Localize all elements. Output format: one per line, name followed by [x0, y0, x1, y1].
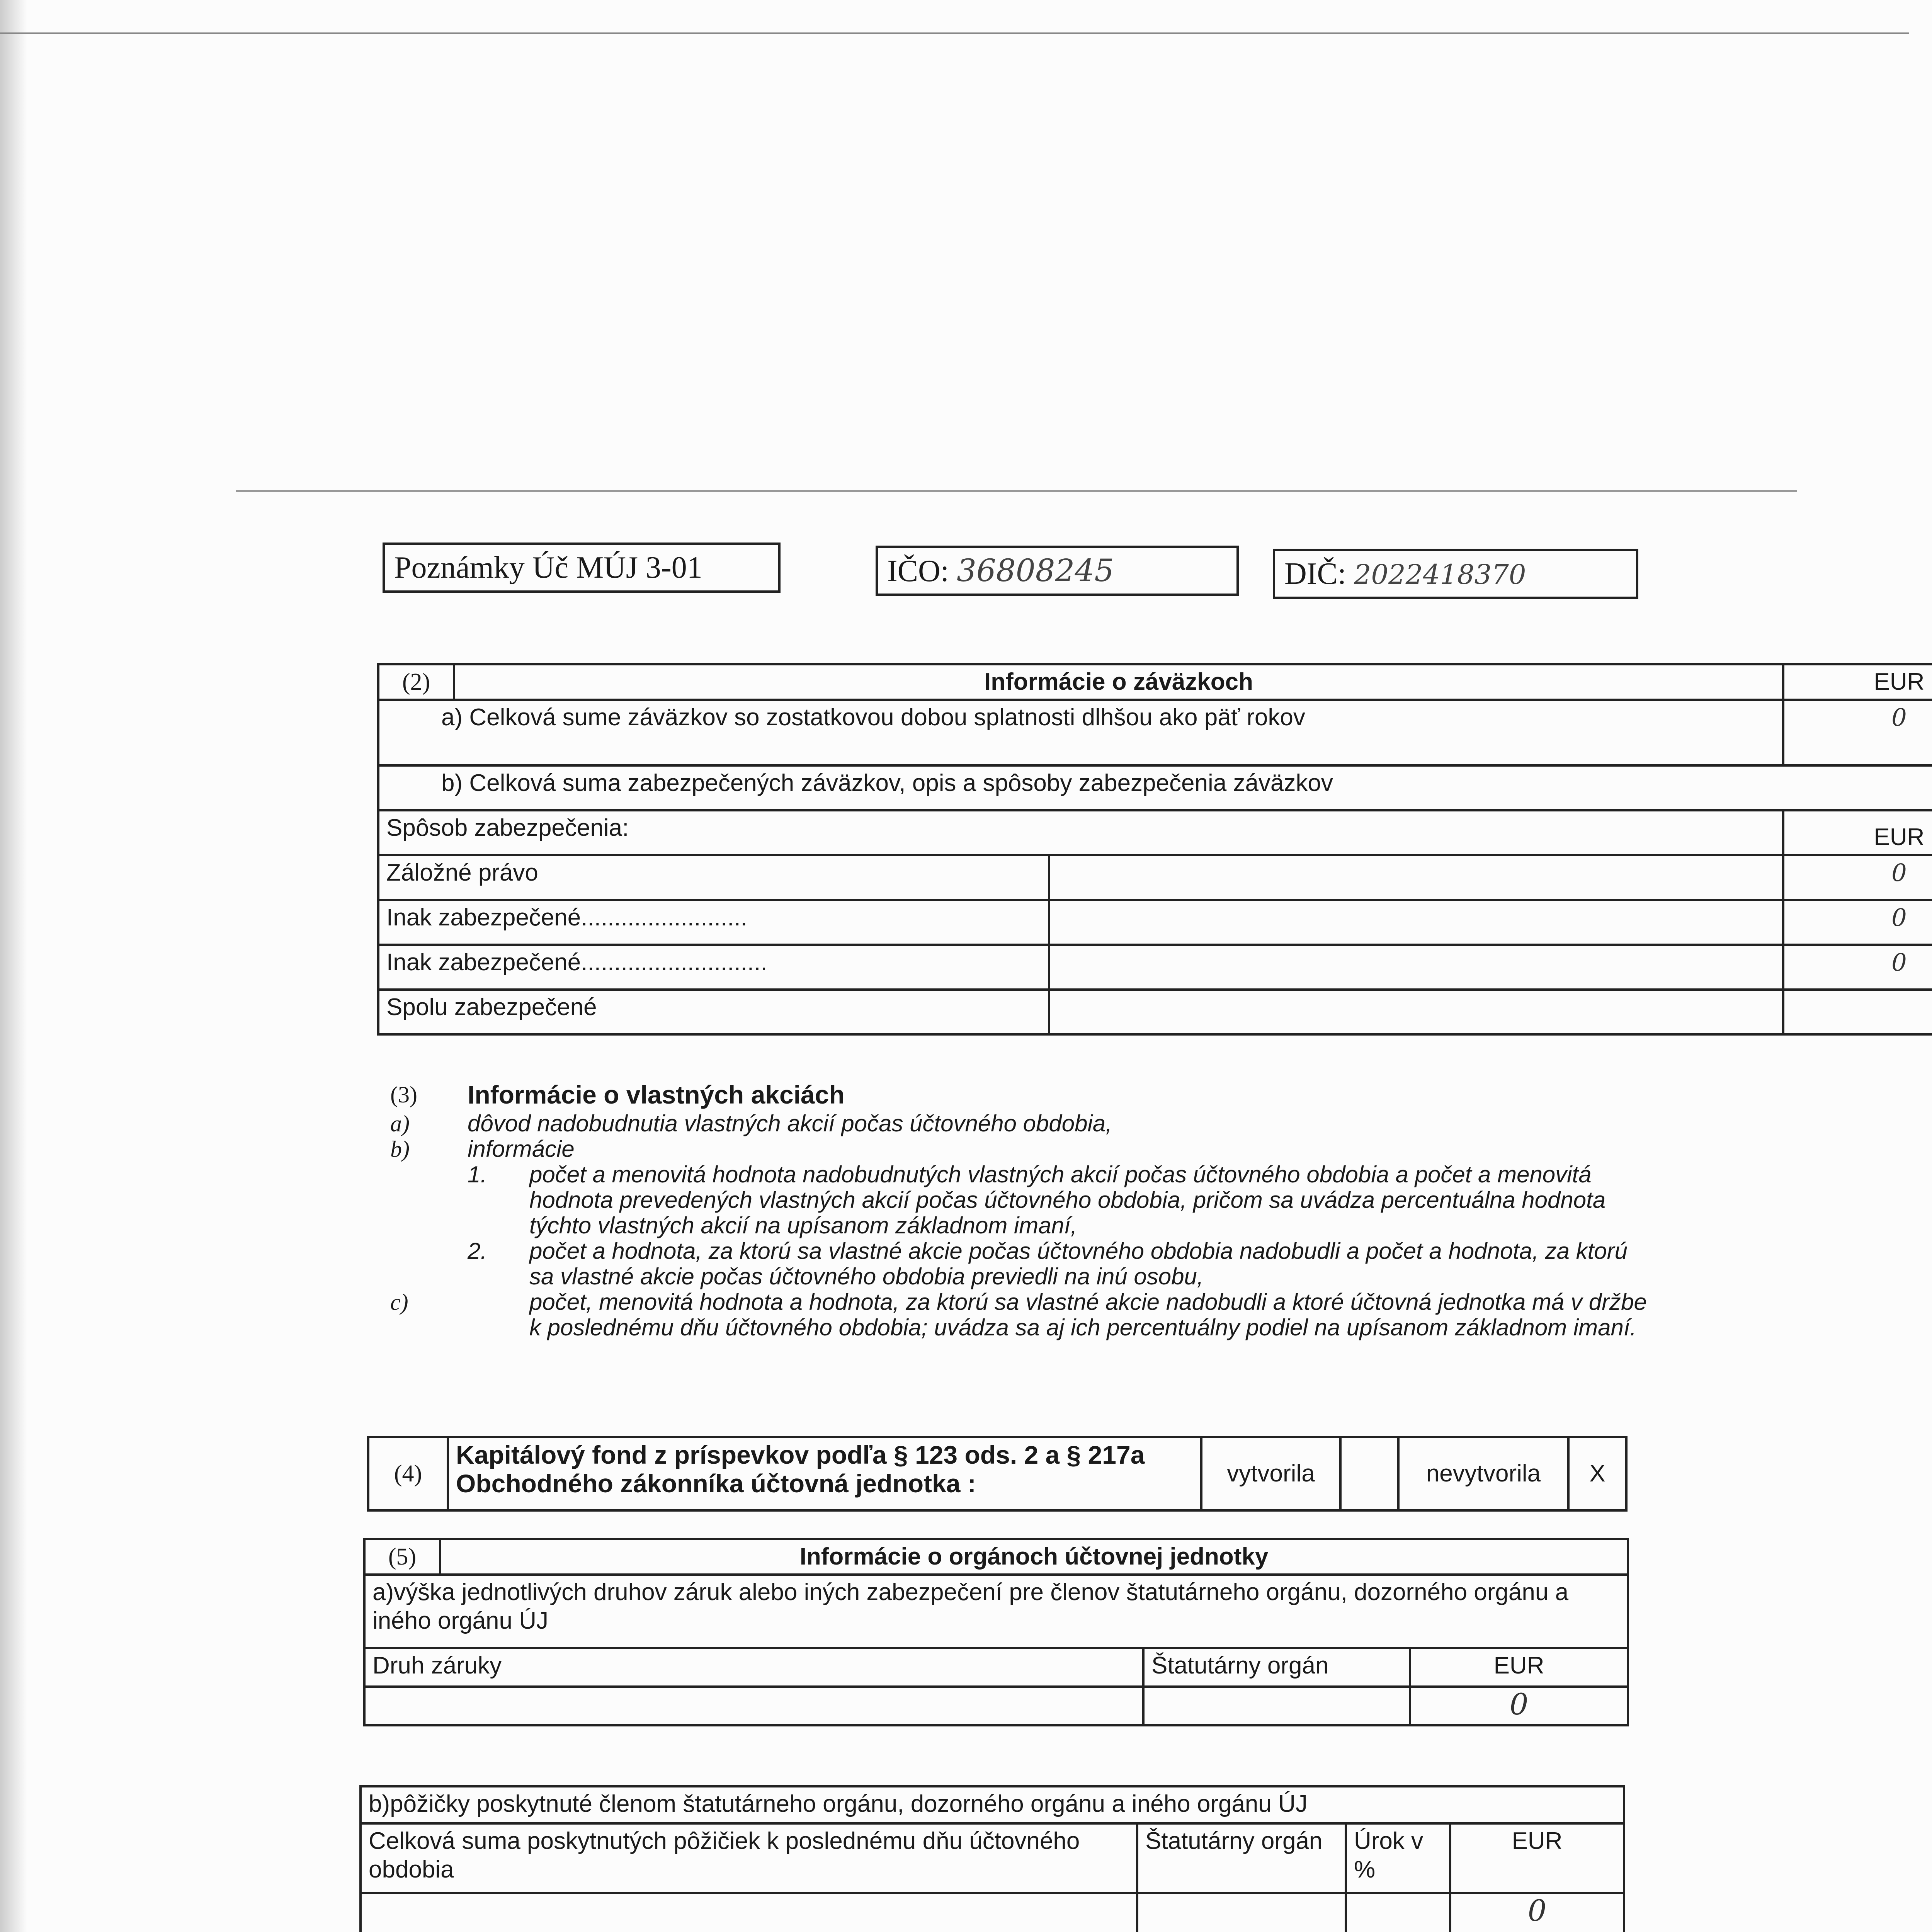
- inak-zabezpecene-2-label: Inak zabezpečené............................: [378, 945, 1049, 990]
- section5a-table: [363, 1538, 1629, 1726]
- dic-value: 2022418370: [1354, 559, 1526, 590]
- spolu-zabezpecene-label: Spolu zabezpečené: [378, 990, 1049, 1034]
- nevytvorila-label: nevytvorila: [1398, 1437, 1568, 1510]
- section3-a-letter: a): [390, 1111, 410, 1136]
- statutarny-organ-header-b: Štatutárny orgán: [1137, 1823, 1346, 1893]
- section2-liabilities-table: [377, 663, 1932, 1036]
- section5a-value: 0: [1410, 1687, 1628, 1725]
- section2-eur-header: EUR: [1783, 664, 1932, 700]
- section3-b-letter: b): [390, 1136, 410, 1162]
- section5-b-label: b)pôžičky poskytnuté členom štatutárneho orgánu, dozorného orgánu a iného orgánu ÚJ: [361, 1786, 1624, 1823]
- section2-title: Informácie o záväzkoch: [454, 664, 1783, 700]
- form-code: Poznámky Úč MÚJ 3-01: [394, 551, 702, 585]
- section4-title: Kapitálový fond z príspevkov podľa § 123 ods. 2 a § 217a Obchodného zákonníka účtovná jednotka :: [448, 1437, 1201, 1510]
- ico-value: 36808245: [957, 553, 1114, 588]
- inak-zabezpecene-1-desc: [1049, 900, 1783, 945]
- section3-number: (3): [390, 1082, 417, 1107]
- inak-zabezpecene-1-label: Inak zabezpečené.........................: [378, 900, 1049, 945]
- header-rule: [236, 490, 1797, 492]
- vytvorila-checkbox[interactable]: [1340, 1437, 1398, 1510]
- section5b-eur-header: EUR: [1450, 1823, 1624, 1893]
- ico-box: [876, 546, 1239, 596]
- vytvorila-label: vytvorila: [1201, 1437, 1340, 1510]
- druh-zaruky-cell: [364, 1687, 1143, 1725]
- section3-a-text: dôvod nadobudnutia vlastných akcií počas účtovného obdobia,: [468, 1111, 1112, 1136]
- sposob-zabezpecenia-label: Spôsob zabezpečenia:: [378, 810, 1783, 855]
- poskytnutych-header: Celková suma poskytnutých pôžičiek k poslednému dňu účtovného obdobia: [361, 1823, 1137, 1893]
- scan-edge-shadow: [0, 0, 27, 1932]
- scan-top-edge: [0, 32, 1909, 34]
- section3-b-text: informácie: [468, 1136, 575, 1162]
- section5a-eur-header: EUR: [1410, 1648, 1628, 1687]
- section4-capital-fund-table: [367, 1436, 1628, 1512]
- urok-header: Úrok v %: [1346, 1823, 1450, 1893]
- section2-a-value: 0: [1783, 700, 1932, 765]
- ico-label: IČO:: [887, 554, 949, 588]
- inak-zabezpecene-1-value: 0: [1783, 900, 1932, 945]
- poskytnutych-value: 0: [1450, 1893, 1624, 1932]
- spolu-zabezpecene-value: [1783, 990, 1932, 1034]
- poskytnutych-row1: [361, 1893, 1137, 1932]
- section3-own-shares: [390, 1082, 1650, 1340]
- section3-b2-text: počet a hodnota, za ktorú sa vlastné akcie počas účtovného obdobia nadobudli a počet a hodnota, za ktorú sa vlastné akcie počas účtovného obdobia previedli na inú osobu,: [529, 1238, 1628, 1289]
- statutarny-organ-cell-a: [1143, 1687, 1410, 1725]
- section5b-loans-table: [359, 1785, 1625, 1932]
- inak-zabezpecene-2-desc: [1049, 945, 1783, 990]
- section2-b-label: b) Celková suma zabezpečených záväzkov, opis a spôsoby zabezpečenia záväzkov: [378, 765, 1932, 810]
- section3-title: Informácie o vlastných akciách: [468, 1080, 845, 1109]
- zalozne-pravo-value: 0: [1783, 855, 1932, 900]
- zalozne-pravo-desc: [1049, 855, 1783, 900]
- section4-number: (4): [368, 1437, 448, 1510]
- section3-b2-number: 2.: [468, 1238, 487, 1264]
- section5-a-label: a)výška jednotlivých druhov záruk alebo iných zabezpečení pre členov štatutárneho orgánu, dozorného orgánu a iného orgánu ÚJ: [364, 1575, 1628, 1648]
- section3-c-text: počet, menovitá hodnota a hodnota, za ktorú sa vlastné akcie nadobudli a ktoré účtovná jednotka má v držbe k poslednému dňu účtovného obdobia; uvádza sa aj ich percentuálny podiel na upísanom základnom imaní.: [529, 1289, 1647, 1340]
- statutarny-organ-header-a: Štatutárny orgán: [1143, 1648, 1410, 1687]
- section2-a-label: a) Celková sume záväzkov so zostatkovou dobou splatnosti dlhšou ako päť rokov: [378, 700, 1783, 765]
- section2-number: (2): [378, 664, 454, 700]
- dic-label: DIČ:: [1284, 557, 1346, 591]
- section5-number: (5): [364, 1539, 440, 1575]
- nevytvorila-checkbox[interactable]: X: [1568, 1437, 1626, 1510]
- form-code-box: [383, 543, 781, 593]
- statutarny-b-row1: [1137, 1893, 1346, 1932]
- druh-zaruky-header: Druh záruky: [364, 1648, 1143, 1687]
- urok-row1: [1346, 1893, 1450, 1932]
- spolu-zabezpecene-desc: [1049, 990, 1783, 1034]
- section2-eur-header-2: EUR: [1783, 810, 1932, 855]
- dic-box: [1273, 549, 1638, 599]
- zalozne-pravo-label: Záložné právo: [378, 855, 1049, 900]
- section3-b1-text: počet a menovitá hodnota nadobudnutých vlastných akcií počas účtovného obdobia a počet a menovitá hodnota prevedených vlastných akcií počas účtovného obdobia, pričom sa uvádza percentuálna hodnota týchto vlastných akcií na upísanom základnom imaní,: [529, 1162, 1606, 1238]
- section5-title: Informácie o orgánoch účtovnej jednotky: [440, 1539, 1628, 1575]
- inak-zabezpecene-2-value: 0: [1783, 945, 1932, 990]
- section3-c-letter: c): [390, 1289, 408, 1315]
- section3-b1-number: 1.: [468, 1162, 487, 1187]
